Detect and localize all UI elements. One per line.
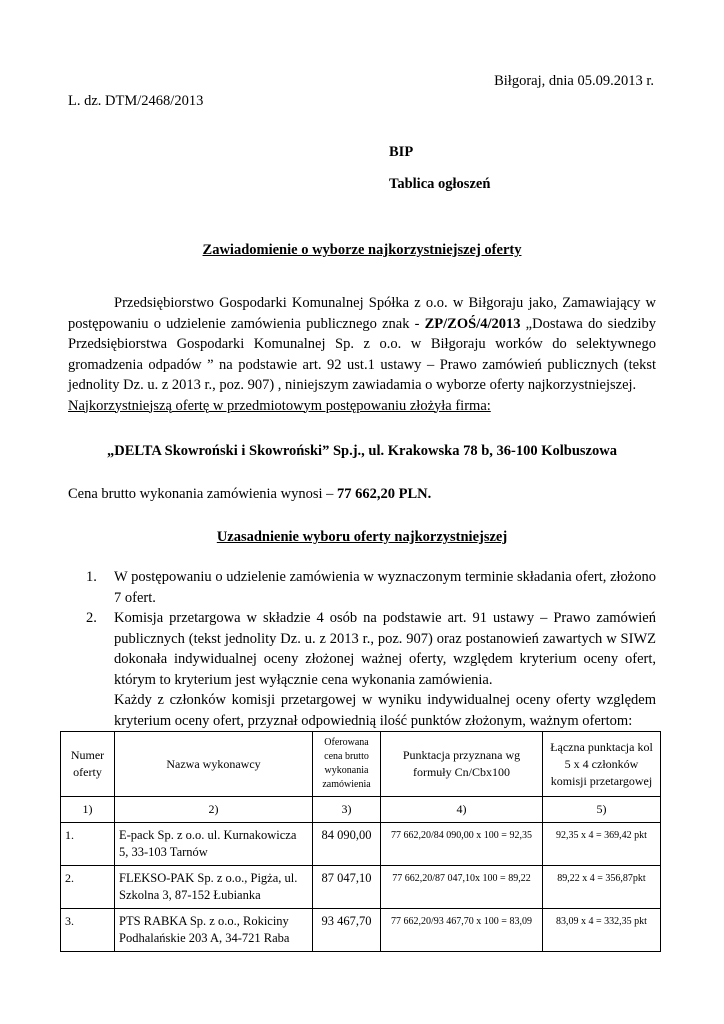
document-title: Zawiadomienie o wyborze najkorzystniejszej oferty	[202, 242, 522, 258]
contractor-name: PTS RABKA Sp. z o.o., Rokiciny Podhalańskie 203 A, 34-721 Raba	[115, 909, 313, 952]
list-item-continuation	[114, 690, 656, 731]
offered-price: 93 467,70	[313, 909, 381, 952]
contractor-name: FLEKSO-PAK Sp. z o.o., Pigża, ul. Szkolna 3, 87-152 Łubianka	[115, 866, 313, 909]
score-formula: 77 662,20/84 090,00 x 100 = 92,35	[381, 823, 543, 866]
score-formula: 77 662,20/87 047,10x 100 = 89,22	[381, 866, 543, 909]
offered-price: 87 047,10	[313, 866, 381, 909]
intro-section	[68, 293, 656, 416]
results-table	[60, 731, 661, 952]
list-item-text: W postępowaniu o udzielenie zamówienia w wyznaczonym terminie składania ofert, złożono 7 ofert.	[114, 569, 656, 606]
offer-number: 2.	[61, 866, 115, 909]
total-score: 89,22 x 4 = 356,87pkt	[543, 866, 661, 909]
justification-list	[68, 567, 656, 731]
list-item-text: Komisja przetargowa w składzie 4 osób na podstawie art. 91 ustawy – Prawo zamówień publicznych (tekst jednolity Dz. u. z 2013 r., poz. 907) oraz postanowień zawartych w SIWZ dokonała indywidualnej oceny złożonej ważnej oferty, względem kryterium oceny ofert, którym to kryterium jest wyłącznie cena wykonania zamówienia.	[114, 610, 656, 688]
table-row	[61, 866, 661, 909]
column-number: 3)	[313, 797, 381, 823]
price-value: 77 662,20 PLN.	[337, 486, 432, 502]
offered-price: 84 090,00	[313, 823, 381, 866]
price-line	[68, 484, 431, 505]
total-score: 83,09 x 4 = 332,35 pkt	[543, 909, 661, 952]
winner-intro: Najkorzystniejszą ofertę w przedmiotowym postępowaniu złożyła firma:	[68, 397, 491, 414]
total-score: 92,35 x 4 = 369,42 pkt	[543, 823, 661, 866]
bip-label: BIP	[389, 144, 414, 160]
score-formula: 77 662,20/93 467,70 x 100 = 83,09	[381, 909, 543, 952]
evaluation-note: Każdy z członków komisji przetargowej w wyniku indywidualnej oceny oferty względem kryterium oceny ofert, przyznał odpowiednią ilość punktów złożonym, ważnym ofertom:	[114, 692, 656, 729]
price-label: Cena brutto wykonania zamówienia wynosi –	[68, 486, 337, 502]
intro-paragraph	[68, 293, 656, 396]
list-item-number: 2.	[86, 610, 97, 626]
reference-number: L. dz. DTM/2468/2013	[68, 93, 204, 109]
header-offer-number: Numer oferty	[61, 732, 115, 797]
list-item	[86, 608, 656, 690]
table-header-row	[61, 732, 661, 797]
column-number: 5)	[543, 797, 661, 823]
table-row	[61, 823, 661, 866]
table-row	[61, 909, 661, 952]
intro-part1: Przedsiębiorstwo Gospodarki Komunalnej Spółka z o.o. w Biłgoraju jako, Zamawiający w postępowaniu o udzielenie zamówienia publicznego znak -	[68, 295, 656, 332]
document-date: Biłgoraj, dnia 05.09.2013 r.	[494, 73, 654, 89]
header-contractor-name: Nazwa wykonawcy	[115, 732, 313, 797]
table-column-numbers-row	[61, 797, 661, 823]
winner-firm: „DELTA Skowroński i Skowroński” Sp.j., ul. Krakowska 78 b, 36-100 Kolbuszowa	[107, 443, 617, 459]
list-item	[86, 567, 656, 608]
offer-number: 3.	[61, 909, 115, 952]
contractor-name: E-pack Sp. z o.o. ul. Kurnakowicza 5, 33-103 Tarnów	[115, 823, 313, 866]
column-number: 4)	[381, 797, 543, 823]
header-total-score: Łączna punktacja kol 5 x 4 członków komisji przetargowej	[543, 732, 661, 797]
offer-number: 1.	[61, 823, 115, 866]
case-sign: ZP/ZOŚ/4/2013	[424, 315, 521, 332]
column-number: 2)	[115, 797, 313, 823]
header-offered-price: Oferowana cena brutto wykonania zamówienia	[313, 732, 381, 797]
list-item-number: 1.	[86, 569, 97, 585]
justification-title: Uzasadnienie wyboru oferty najkorzystniejszej	[216, 529, 508, 545]
header-score: Punktacja przyznana wg formuły Cn/Cbx100	[381, 732, 543, 797]
intro-part2: „Dostawa do siedziby Przedsiębiorstwa Gospodarki Komunalnej Sp. z o.o. w Biłgoraju worków do selektywnego gromadzenia odpadów ” na podstawie art. 92 ust.1 ustawy – Prawo zamówień publicznych (tekst jednolity Dz. u. z 2013 r., poz. 907) , niniejszym zawiadamia o wyborze oferty najkorzystniejszej.	[68, 315, 656, 393]
column-number: 1)	[61, 797, 115, 823]
board-label: Tablica ogłoszeń	[389, 176, 491, 192]
